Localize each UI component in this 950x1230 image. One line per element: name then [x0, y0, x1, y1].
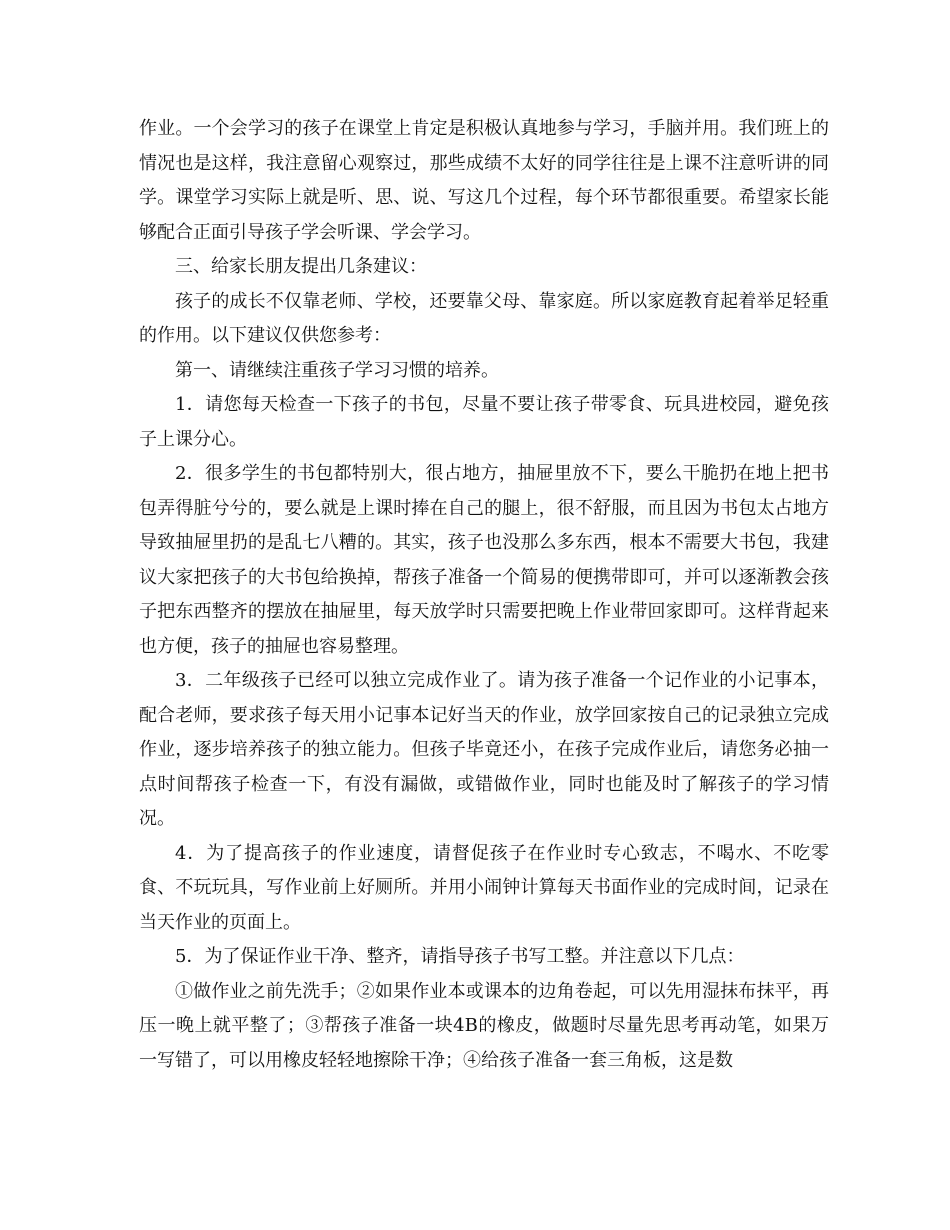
paragraph-4: 第一、请继续注重孩子学习习惯的培养。 [175, 359, 499, 381]
paragraph-10: ①做作业之前先洗手；②如果作业本或课本的边角卷起，可以先用湿抹布抹平，再压一晚上就平整了；③帮孩子准备一块4B的橡皮，做题时尽量先思考再动笔，如果万一写错了，可以用橡皮轻轻地擦除干净；④给孩子准备一套三角板，这是数 [139, 980, 829, 1071]
paragraph-3: 孩子的成长不仅靠老师、学校，还要靠父母、靠家庭。所以家庭教育起着举足轻重的作用。以下建议仅供您参考： [139, 290, 829, 346]
paragraph-9: 5．为了保证作业干净、整齐，请指导孩子书写工整。并注意以下几点： [175, 946, 745, 967]
paragraph-1: 作业。一个会学习的孩子在课堂上肯定是积极认真地参与学习，手脑并用。我们班上的情况也是这样，我注意留心观察过，那些成绩不太好的同学往往是上课不注意听讲的同学。课堂学习实际上就是听、思、说、写这几个过程，每个环节都很重要。希望家长能够配合正面引导孩子学会听课、学会学习。 [139, 118, 829, 243]
paragraph-8: 4．为了提高孩子的作业速度，请督促孩子在作业时专心致志，不喝水、不吃零食、不玩玩具，写作业前上好厕所。并用小闹钟计算每天书面作业的完成时间，记录在当天作业的页面上。 [139, 842, 829, 933]
document-body [139, 112, 829, 1078]
paragraph-2: 三、给家长朋友提出几条建议： [175, 256, 427, 277]
paragraph-6: 2．很多学生的书包都特别大，很占地方，抽屉里放不下，要么干脆扔在地上把书包弄得脏兮兮的，要么就是上课时捧在自己的腿上，很不舒服，而且因为书包太占地方导致抽屉里扔的是乱七八糟的。其实，孩子也没那么多东西，根本不需要大书包，我建议大家把孩子的大书包给换掉，帮孩子准备一个简易的便携带即可，并可以逐渐教会孩子把东西整齐的摆放在抽屉里，每天放学时只需要把晚上作业带回家即可。这样背起来也方便，孩子的抽屉也容易整理。 [139, 463, 829, 657]
paragraph-7: 3．二年级孩子已经可以独立完成作业了。请为孩子准备一个记作业的小记事本，配合老师，要求孩子每天用小记事本记好当天的作业，放学回家按自己的记录独立完成作业，逐步培养孩子的独立能力。但孩子毕竟还小，在孩子完成作业后，请您务必抽一点时间帮孩子检查一下，有没有漏做，或错做作业，同时也能及时了解孩子的学习情况。 [139, 670, 829, 829]
paragraph-5: 1．请您每天检查一下孩子的书包，尽量不要让孩子带零食、玩具进校园，避免孩子上课分心。 [139, 394, 829, 450]
